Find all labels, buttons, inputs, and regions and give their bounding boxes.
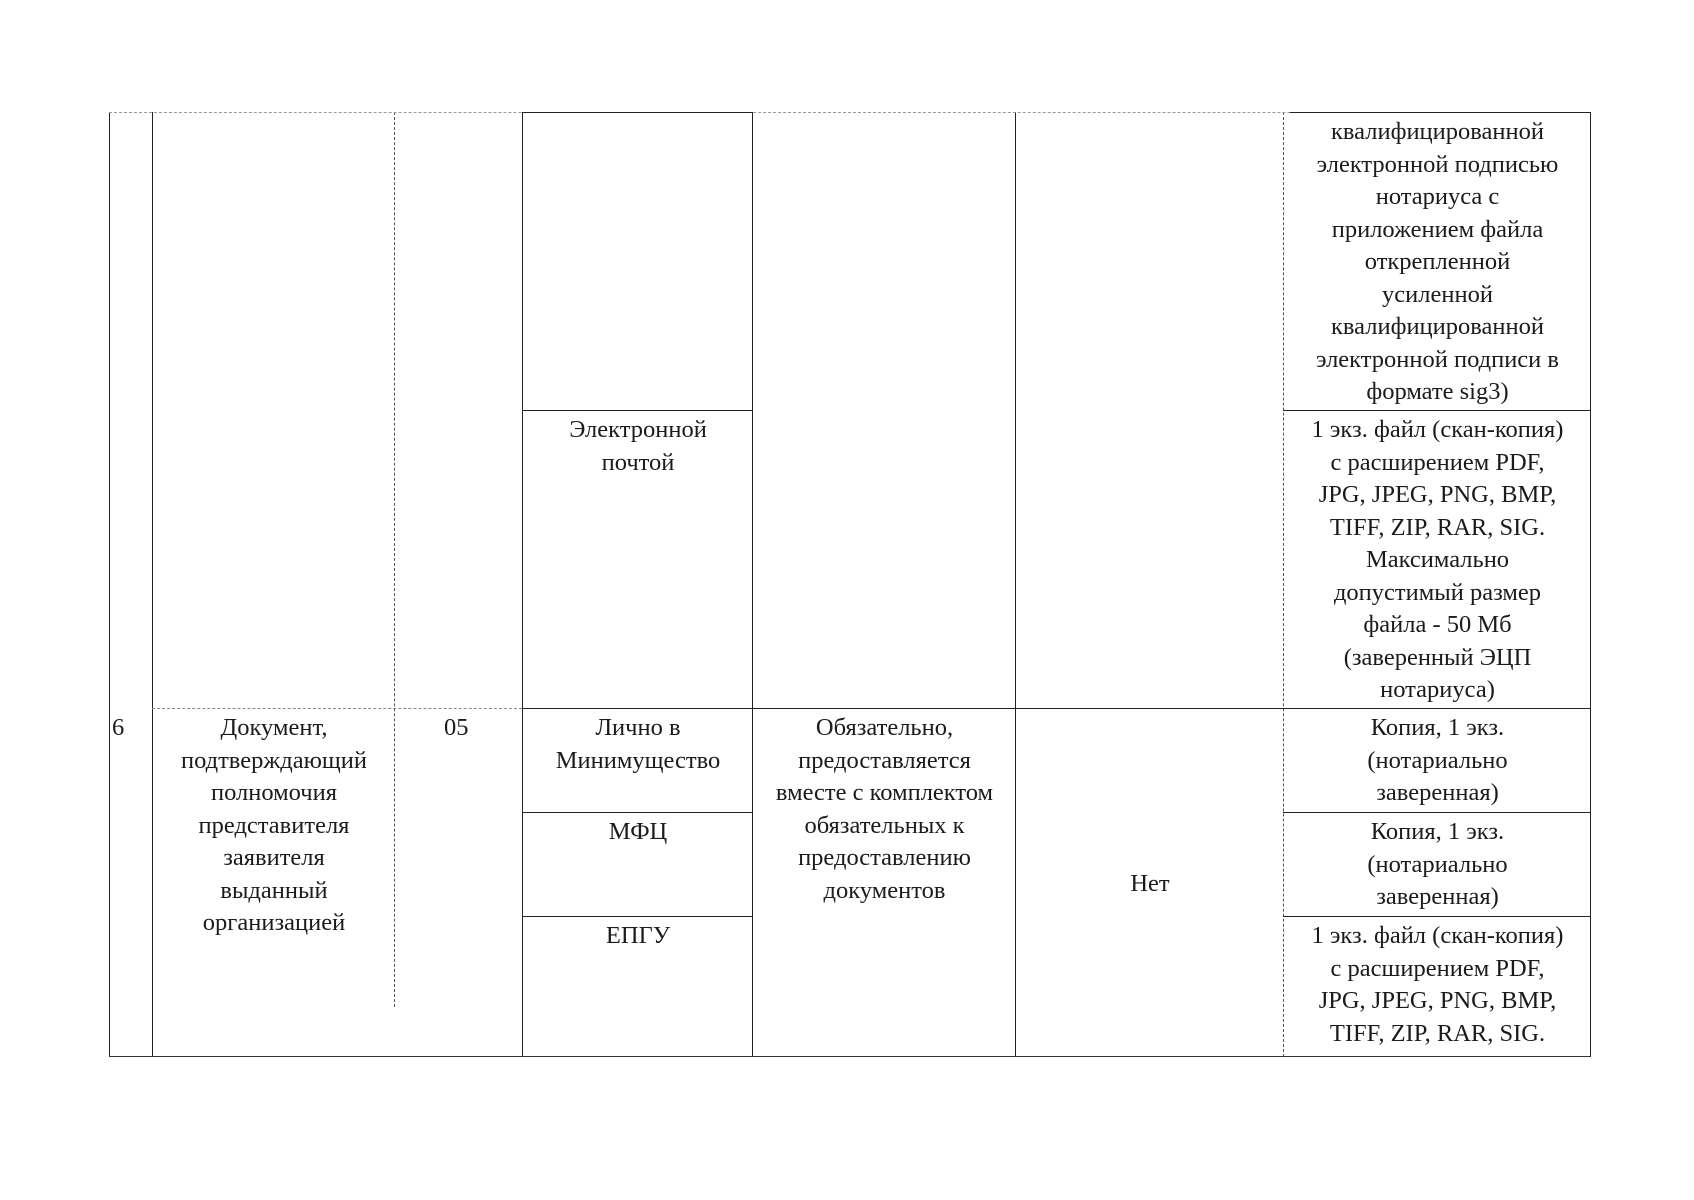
row6-divider-mfc (522, 812, 752, 813)
row6-divider-mfc-req (1283, 812, 1590, 813)
requirements-in-person: Копия, 1 экз. (нотариально заверенная) (1367, 714, 1508, 806)
document-code: 05 (444, 714, 469, 741)
requirements-cell-top-border (1290, 112, 1590, 113)
method-epgu: ЕПГУ (605, 922, 671, 949)
row-divider-email (522, 410, 752, 411)
row-number: 6 (112, 714, 125, 741)
column-divider-method (752, 112, 753, 1057)
submission-condition: Обязательно, предоставляется вместе с комплектом обязательных к предоставлению документов (775, 714, 994, 904)
row6-divider-epgu-req (1283, 916, 1590, 917)
method-in-person: Лично в Минимущество (555, 714, 721, 774)
table-border-right (1590, 112, 1591, 1057)
column-divider-name (394, 112, 395, 1007)
availability: Нет (1130, 870, 1170, 897)
row6-divider-epgu (522, 916, 752, 917)
row6-top-border (522, 708, 1590, 709)
method-cell-top-border (522, 112, 752, 113)
requirements-continuation: квалифицированной электронной подписью нотариуса с приложением файла открепленной усиленной квалифицированной электронной подписи в формате sig3) (1316, 118, 1559, 405)
method-mfc: МФЦ (608, 818, 668, 845)
table-border-left (109, 112, 110, 1057)
row6-top-border-left (152, 708, 522, 709)
method-email: Электронной почтой (569, 416, 707, 476)
requirements-mfc: Копия, 1 экз. (нотариально заверенная) (1367, 818, 1508, 910)
requirements-epgu: 1 экз. файл (скан-копия) с расширением PDF, JPG, JPEG, PNG, BMP, TIFF, ZIP, RAR, SIG. (1311, 922, 1564, 1047)
document-name: Документ, подтверждающий полномочия представителя заявителя выданный организацией (180, 714, 368, 936)
row-divider-email-req (1283, 410, 1590, 411)
requirements-email: 1 экз. файл (скан-копия) с расширением PDF, JPG, JPEG, PNG, BMP, TIFF, ZIP, RAR, SIG. Максимально допустимый размер файла - 50 Мб (заверенный ЭЦП нотариуса) (1311, 416, 1564, 703)
column-divider-condition (1015, 112, 1016, 1057)
table-bottom-border (109, 1056, 1590, 1057)
